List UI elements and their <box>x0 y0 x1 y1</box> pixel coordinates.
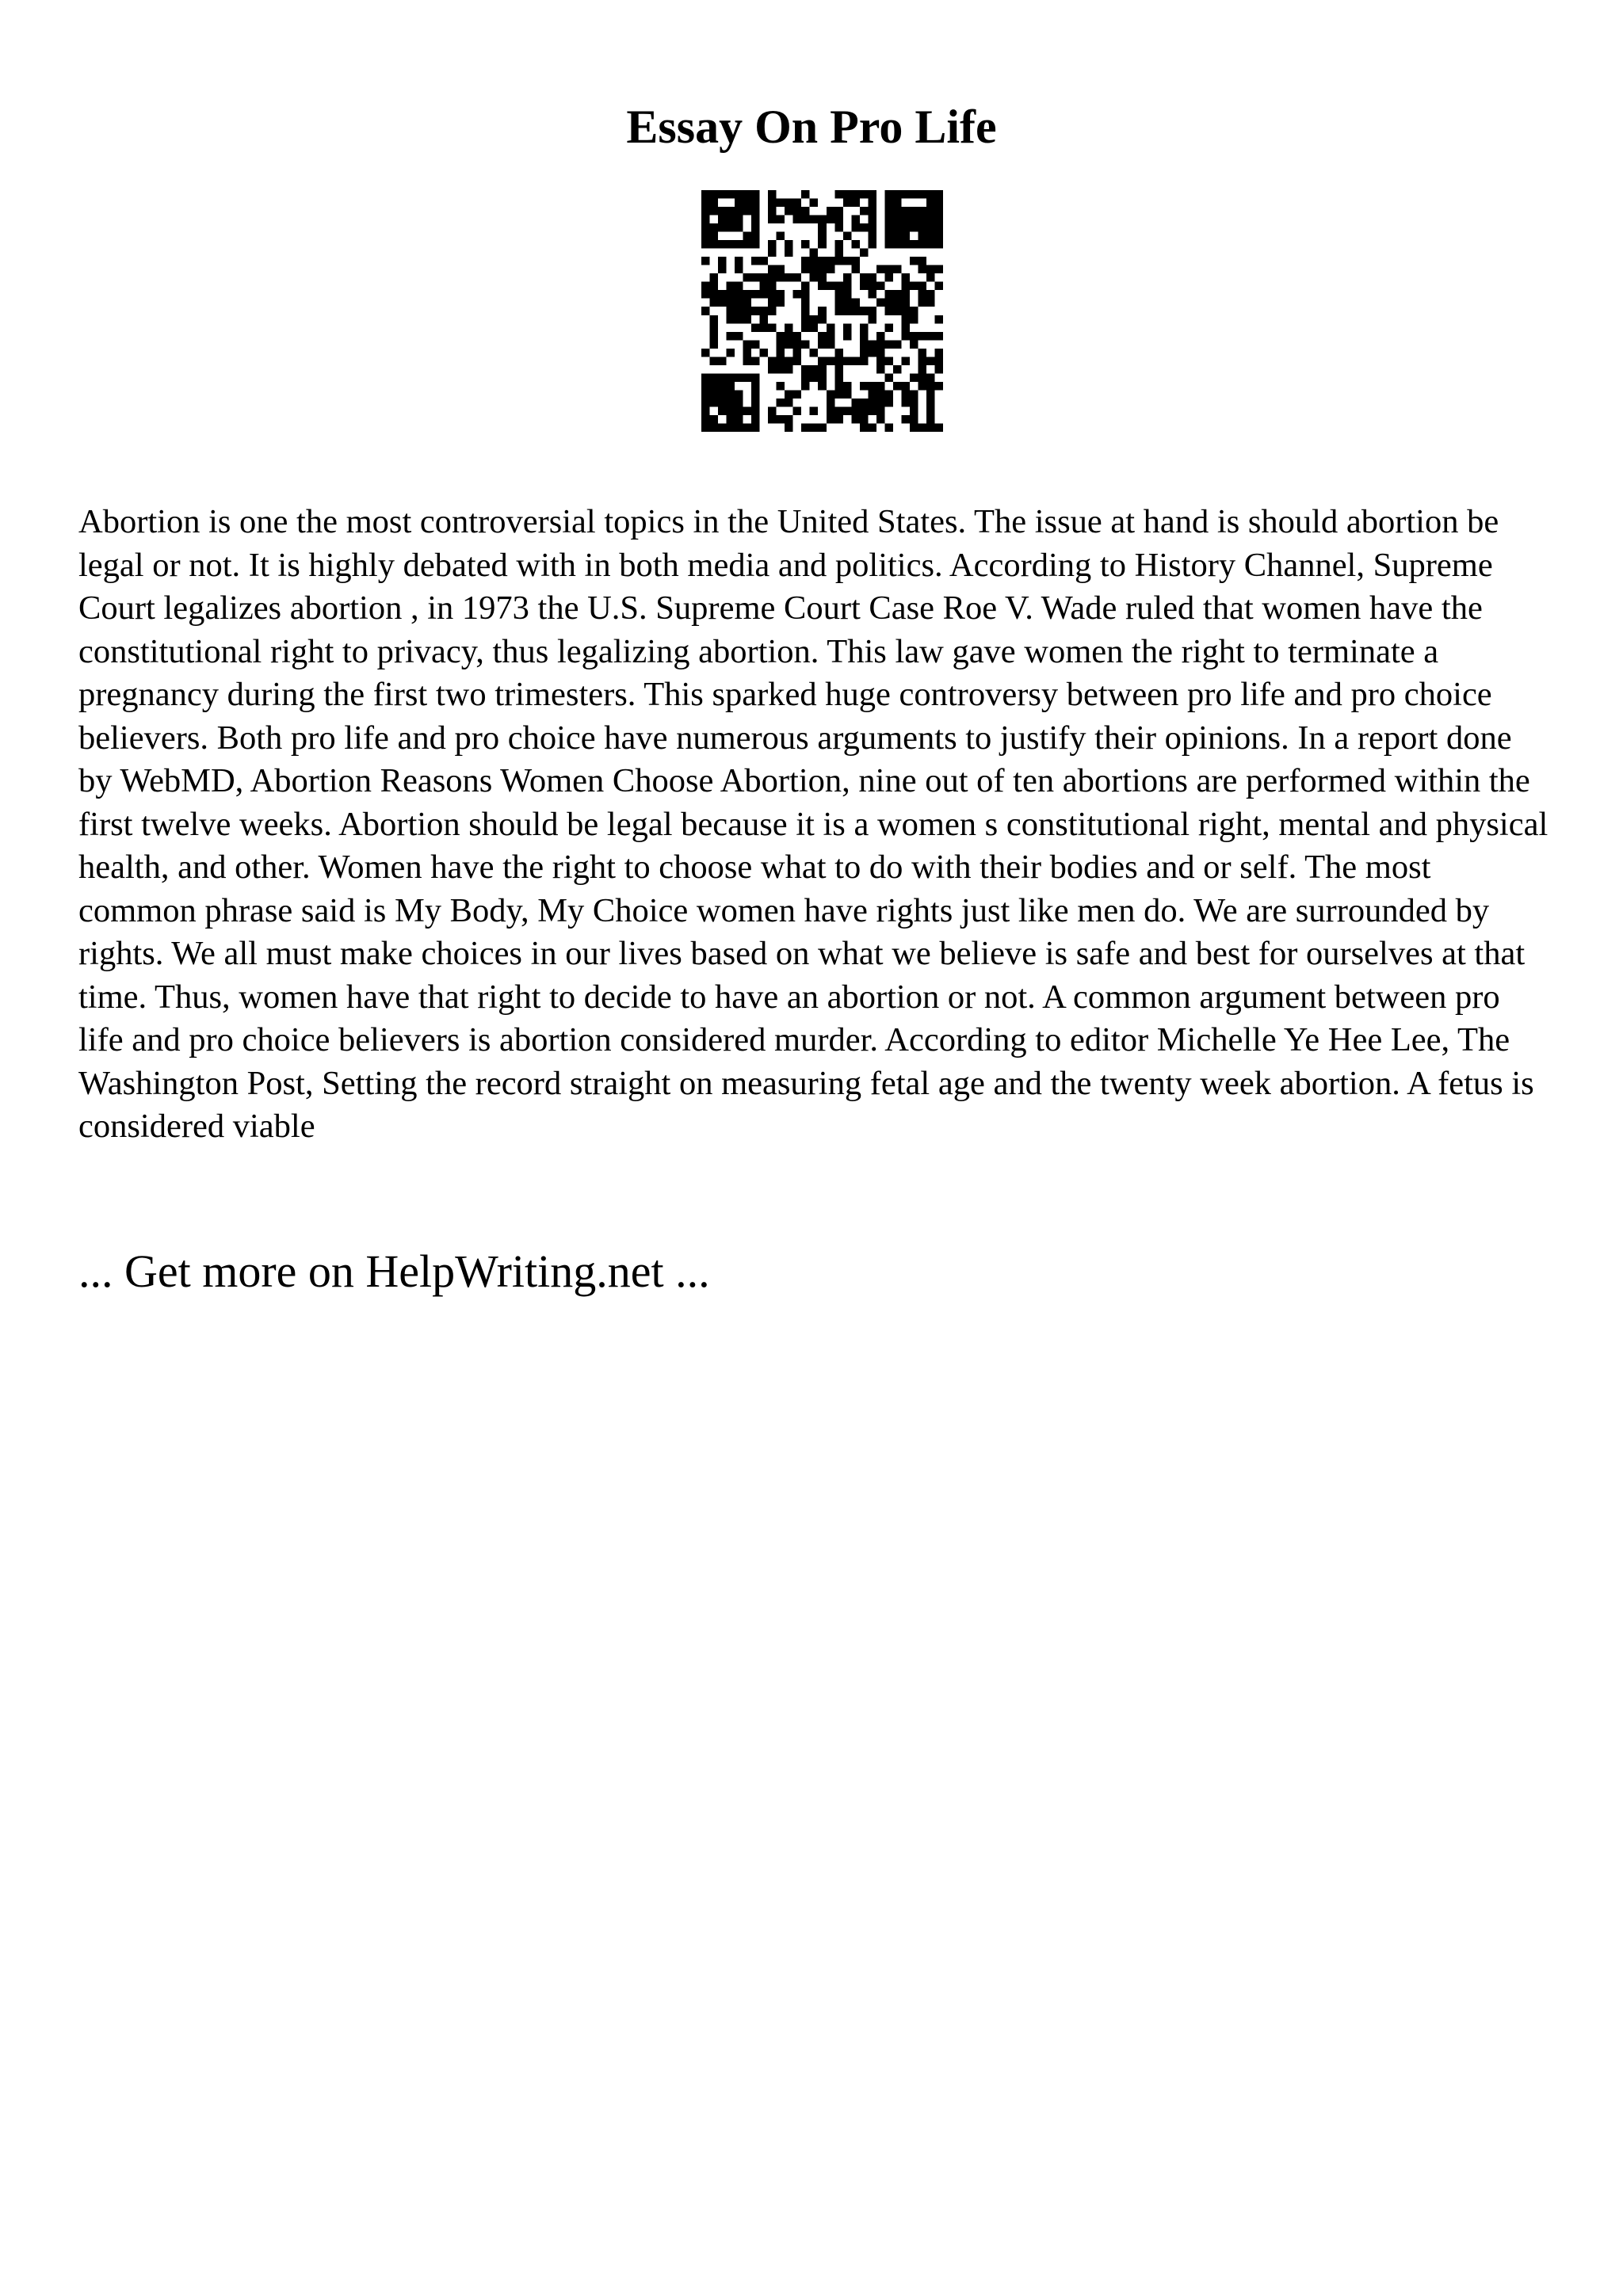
get-more-link[interactable]: ... Get more on HelpWriting.net ... <box>78 1245 710 1297</box>
qr-code-icon <box>701 190 943 432</box>
essay-body: Abortion is one the most controversial topics in the United States. The issue at hand is should abortion be legal or not. It is highly debated with in both media and politics. According to History Channel, Supreme Court legalizes abortion , in 1973 the U.S. Supreme Court Case Roe V. Wade ruled that women have the constitutional right to privacy, thus legalizing abortion. This law gave women the right to terminate a pregnancy during the first two trimesters. This sparked huge controversy between pro life and pro choice believers. Both pro life and pro choice have numerous arguments to justify their opinions. In a report done by WebMD, Abortion Reasons Women Choose Abortion, nine out of ten abortions are performed within the first twelve weeks. Abortion should be legal because it is a women s constitutional right, mental and physical health, and other. Women have the right to choose what to do with their bodies and or self. The most common phrase said is My Body, My Choice women have rights just like men do. We are surrounded by rights. We all must make choices in our lives based on what we believe is safe and best for ourselves at that time. Thus, women have that right to decide to have an abortion or not. A common argument between pro life and pro choice believers is abortion considered murder. According to editor Michelle Ye Hee Lee, The Washington Post, Setting the record straight on measuring fetal age and the twenty week abortion. A fetus is considered viable <box>78 503 1549 1145</box>
document-title: Essay On Pro Life <box>626 101 997 153</box>
